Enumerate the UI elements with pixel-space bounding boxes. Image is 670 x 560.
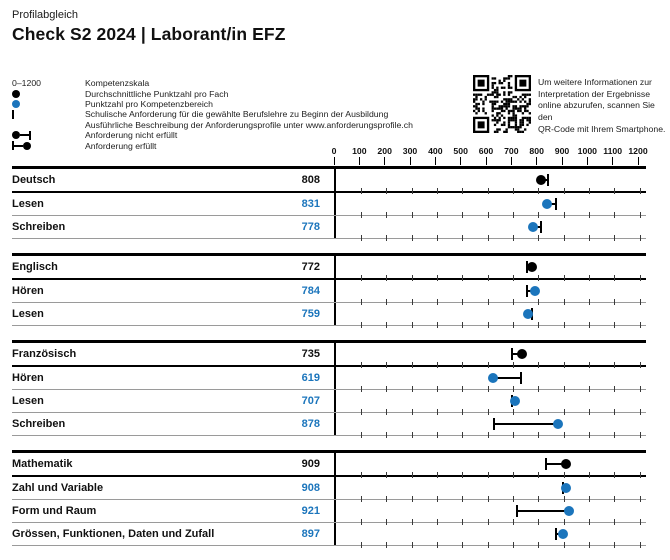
gridline-tick [386,322,387,328]
axis-tick [587,157,588,165]
axis-tick-label: 900 [554,146,570,156]
subject-block [12,450,646,546]
score-value: 808 [301,174,320,186]
axis-tick-label: 1100 [603,146,623,156]
legend-item-label: Kompetenzskala [85,78,150,89]
competency-row [12,280,646,303]
subject-label: Französisch [12,348,77,360]
gridline-tick [386,432,387,438]
gridline-tick [589,542,590,548]
gridline-tick [462,235,463,241]
competency-label: Hören [12,372,44,384]
axis-tick-label: 0 [331,146,337,156]
axis-tick [334,157,335,165]
score-value: 778 [301,221,320,233]
competency-score-dot [530,286,540,296]
legend-item-label: Anforderung erfüllt [85,140,157,151]
requirement-marker [547,174,549,186]
competency-row [12,413,646,436]
score-strip [334,477,648,499]
score-strip [334,523,648,545]
competency-score-dot [528,222,538,232]
requirement-whisker [517,510,569,512]
gridline-tick [640,235,641,241]
legend-item-label: Schulische Anforderung für die gewählte Berufslehre zu Beginn der Ausbildung [85,109,389,120]
score-strip [334,453,648,475]
competency-score-dot [553,419,563,429]
requirement-marker [526,285,528,297]
gridline-tick [513,542,514,548]
gridline-tick [437,542,438,548]
competency-label: Schreiben [12,221,66,233]
competency-label: Lesen [12,198,44,210]
subject-block [12,340,646,436]
axis-tick [536,157,537,165]
dot-line-tick-icon [12,131,85,140]
axis-tick [511,157,512,165]
score-value: 921 [301,505,320,517]
gridline-tick [462,432,463,438]
competency-row [12,303,646,326]
axis-tick [435,157,436,165]
report-type-label: Profilabgleich [12,9,79,21]
subject-block [12,253,646,326]
score-strip [334,256,648,278]
line-icon [20,134,29,136]
gridline-tick [361,322,362,328]
axis-tick-label: 200 [377,146,392,156]
score-strip [334,413,648,435]
scale-range-icon [12,78,85,88]
subject-score-dot [536,175,546,185]
gridline-tick [412,322,413,328]
subject-row [12,343,646,367]
subject-label: Englisch [12,261,58,273]
requirement-marker [545,458,547,470]
black-dot-icon [23,142,31,150]
competency-row [12,523,646,546]
gridline-tick [361,542,362,548]
subject-score-dot [527,262,537,272]
competency-row [12,500,646,523]
axis-tick-label: 400 [428,146,443,156]
axis-tick-label: 1200 [628,146,648,156]
page-title: Check S2 2024 | Laborant/in EFZ [12,24,286,44]
competency-score-dot [542,199,552,209]
gridline-tick [361,235,362,241]
axis-tick-label: 800 [529,146,544,156]
score-strip [334,216,648,238]
gridline-tick [513,235,514,241]
score-value: 735 [301,348,320,360]
competency-row [12,193,646,216]
requirement-marker [516,505,518,517]
competency-score-dot [564,506,574,516]
subject-block [12,166,646,239]
score-value: 909 [301,458,320,470]
requirement-tick-icon [29,131,31,140]
black-dot-icon [12,131,20,139]
requirement-marker [555,528,557,540]
axis-tick-label: 300 [402,146,418,156]
axis-tick-label: 1000 [577,146,597,156]
axis-tick [410,157,411,165]
axis-tick-label: 500 [453,146,468,156]
axis-tick [638,157,639,165]
gridline-tick [614,322,615,328]
gridline-tick [462,542,463,548]
gridline-tick [386,542,387,548]
requirement-marker [493,418,495,430]
gridline-tick [412,432,413,438]
requirement-tick-icon [12,110,85,119]
competency-row [12,390,646,413]
score-value: 784 [301,285,320,297]
score-strip [334,500,648,522]
gridline-tick [437,322,438,328]
scale-range-label: 0–1200 [12,78,41,89]
score-value: 772 [301,261,320,273]
legend-item-label: Punktzahl pro Kompetenzbereich [85,98,213,109]
score-strip [334,390,648,412]
requirement-marker [511,348,513,360]
qr-instructions-line: online abzurufen, scannen Sie den [538,100,655,123]
gridline-tick [614,432,615,438]
gridline-tick [437,235,438,241]
requirement-marker [540,221,542,233]
gridline-tick [564,432,565,438]
gridline-tick [412,542,413,548]
gridline-tick [386,235,387,241]
score-value: 759 [301,308,320,320]
competency-label: Form und Raum [12,505,97,517]
legend-item-label: Ausführliche Beschreibung der Anforderungsprofile unter www.anforderungsprofile.ch [85,119,413,130]
axis-tick-label: 600 [478,146,494,156]
requirement-tick-icon [12,110,14,119]
axis-tick-label: 700 [504,146,519,156]
competency-label: Lesen [12,308,44,320]
score-strip [334,193,648,215]
gridline-tick [538,542,539,548]
score-value: 707 [301,395,320,407]
tick-line-dot-icon [12,141,85,150]
qr-instructions-line: Um weitere Informationen zur [538,77,652,87]
axis-tick [612,157,613,165]
gridline-tick [513,432,514,438]
gridline-tick [564,322,565,328]
score-value: 831 [301,198,320,210]
score-strip [334,303,648,325]
gridline-tick [488,322,489,328]
subject-row [12,256,646,280]
competency-label: Zahl und Variable [12,482,104,494]
score-value: 897 [301,528,320,540]
requirement-marker [555,198,557,210]
axis-tick [486,157,487,165]
score-strip [334,343,648,365]
black-dot-icon [12,90,20,98]
gridline-tick [640,322,641,328]
gridline-tick [488,432,489,438]
legend-item-label: Anforderung nicht erfüllt [85,130,178,141]
line-icon [14,145,23,147]
competency-row [12,216,646,239]
competency-label: Grössen, Funktionen, Daten und Zufall [12,528,215,540]
subject-row [12,169,646,193]
score-value: 908 [301,482,320,494]
gridline-tick [488,542,489,548]
subject-label: Deutsch [12,174,56,186]
competency-label: Hören [12,285,44,297]
gridline-tick [513,322,514,328]
gridline-tick [538,322,539,328]
gridline-tick [589,432,590,438]
score-value: 878 [301,418,320,430]
competency-row [12,477,646,500]
gridline-tick [640,542,641,548]
gridline-tick [564,542,565,548]
gridline-tick [614,542,615,548]
score-strip [334,169,648,191]
score-value: 619 [301,372,320,384]
axis-tick-label: 100 [352,146,367,156]
competency-row [12,367,646,390]
gridline-tick [462,322,463,328]
competency-score-dot [558,529,568,539]
gridline-tick [589,235,590,241]
gridline-tick [538,432,539,438]
gridline-tick [412,235,413,241]
qr-instructions-line: QR-Code mit Ihrem Smartphone. [538,123,666,134]
subject-label: Mathematik [12,458,73,470]
requirement-marker [520,372,522,384]
gridline-tick [361,432,362,438]
competency-label: Lesen [12,395,44,407]
gridline-tick [640,432,641,438]
qr-instructions-line: Interpretation der Ergebnisse [538,88,651,99]
subject-score-dot [561,459,571,469]
score-strip [334,367,648,389]
results-table [12,166,646,560]
gridline-tick [538,235,539,241]
requirement-whisker [494,423,558,425]
subject-score-dot [517,349,527,359]
competency-label: Schreiben [12,418,66,430]
gridline-tick [564,235,565,241]
black-dot-icon [12,90,85,98]
axis-tick [384,157,385,165]
gridline-tick [488,235,489,241]
axis-tick [562,157,563,165]
gridline-tick [437,432,438,438]
blue-dot-icon [12,100,20,108]
competency-score-dot [561,483,571,493]
axis-tick [460,157,461,165]
blue-dot-icon [12,100,85,108]
legend-item-label: Durchschnittliche Punktzahl pro Fach [85,88,229,99]
competency-score-dot [510,396,520,406]
competency-score-dot [488,373,498,383]
gridline-tick [614,235,615,241]
gridline-tick [589,322,590,328]
subject-row [12,453,646,477]
scale-axis [331,0,648,166]
score-strip [334,280,648,302]
axis-tick [359,157,360,165]
